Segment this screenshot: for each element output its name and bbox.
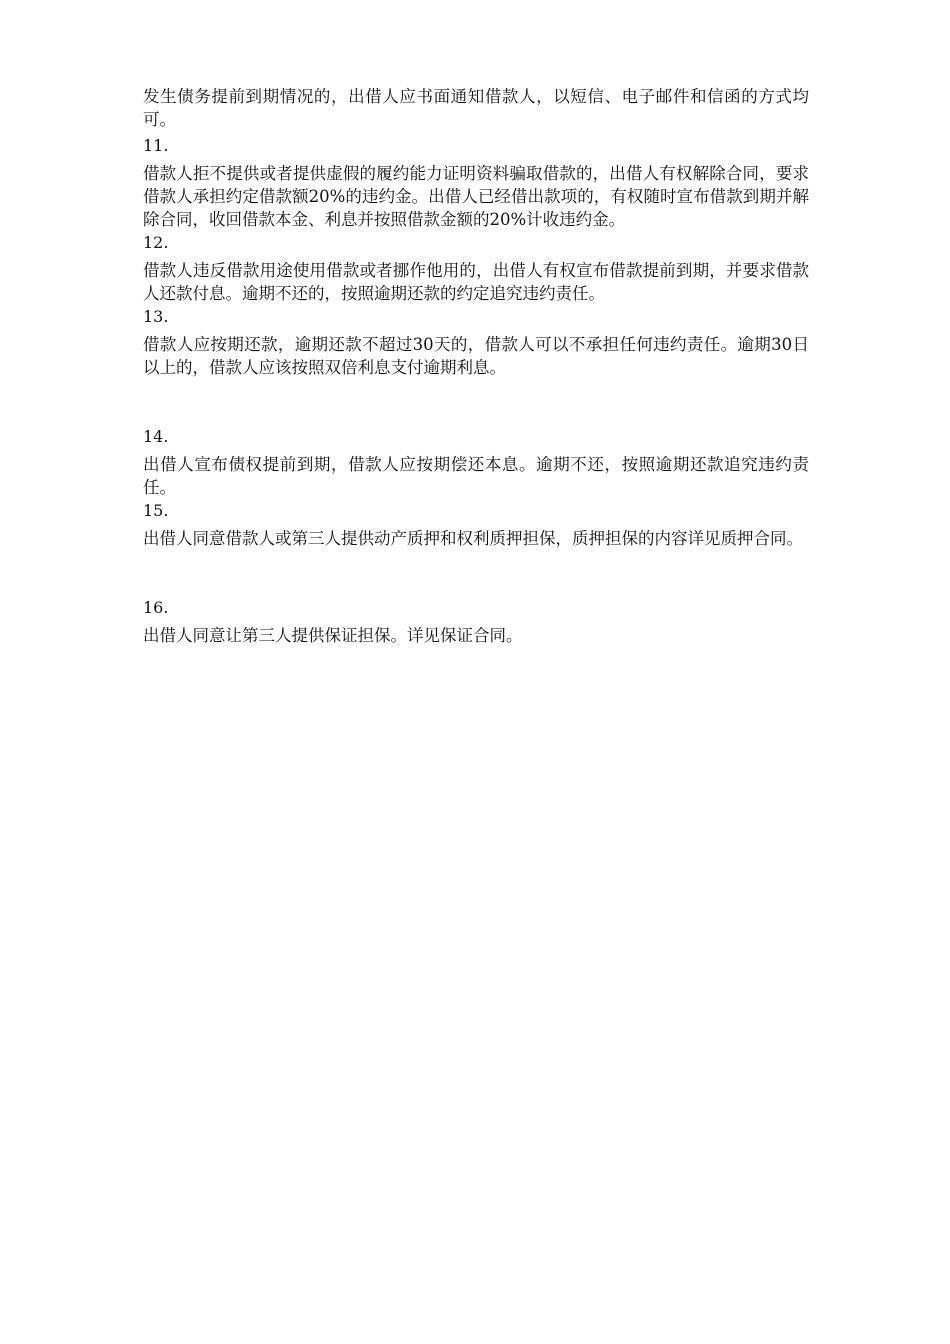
paragraph-13: 借款人应按期还款，逾期还款不超过30天的，借款人可以不承担任何违约责任。逾期30日以上的，借款人应该按照双倍利息支付逾期利息。: [143, 335, 809, 377]
item-number-12: 12.: [143, 233, 169, 252]
paragraph-15: 出借人同意借款人或第三人提供动产质押和权利质押担保，质押担保的内容详见质押合同。: [143, 529, 803, 548]
paragraph-14: 出借人宣布债权提前到期，借款人应按期偿还本息。逾期不还，按照逾期还款追究违约责任。: [143, 455, 809, 497]
item-number-15: 15.: [143, 501, 169, 520]
item-number-13: 13.: [143, 307, 169, 326]
item-number-16: 16.: [143, 598, 169, 617]
item-number-14: 14.: [143, 427, 169, 446]
paragraph-12: 借款人违反借款用途使用借款或者挪作他用的，出借人有权宣布借款提前到期，并要求借款人还款付息。逾期不还的，按照逾期还款的约定追究违约责任。: [143, 261, 809, 303]
item-number-11: 11.: [143, 136, 169, 155]
paragraph-10-continued: 发生债务提前到期情况的，出借人应书面通知借款人，以短信、电子邮件和信函的方式均可。: [143, 87, 809, 129]
paragraph-11: 借款人拒不提供或者提供虚假的履约能力证明资料骗取借款的，出借人有权解除合同，要求借款人承担约定借款额20%的违约金。出借人已经借出款项的，有权随时宣布借款到期并解除合同，收回借款本金、利息并按照借款金额的20%计收违约金。: [143, 164, 809, 229]
document-body: [143, 85, 809, 647]
paragraph-16: 出借人同意让第三人提供保证担保。详见保证合同。: [143, 626, 523, 645]
